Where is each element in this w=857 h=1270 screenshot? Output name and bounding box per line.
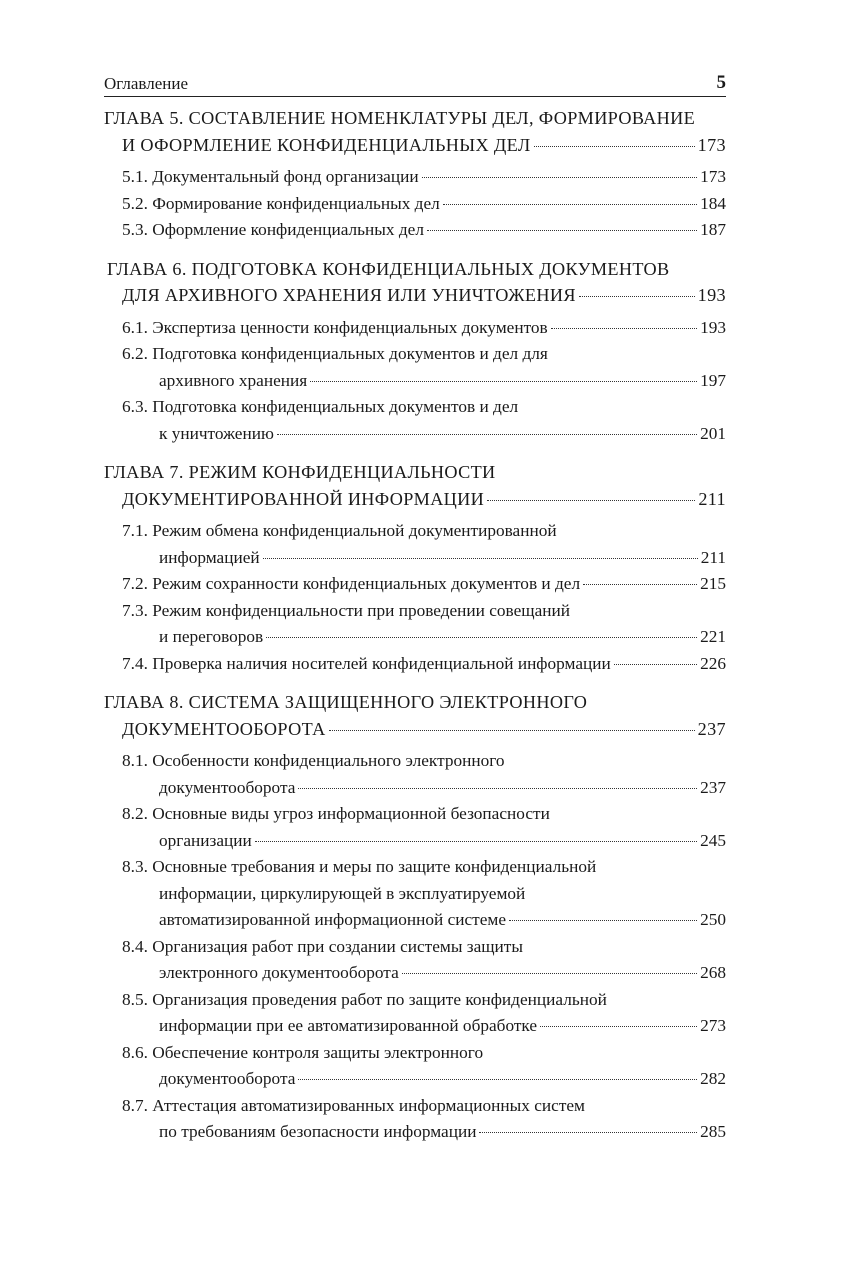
- toc-entry-8-5: 8.5. Организация проведения работ по защите конфиденциальной информации при ее автоматизированной обработке 273: [122, 989, 726, 1035]
- chapter-8-sections: [104, 748, 726, 1146]
- chapter-8-page: 237: [697, 718, 726, 739]
- dot-leader: [579, 296, 695, 297]
- chapter-7-title-line2: ДОКУМЕНТИРОВАННОЙ ИНФОРМАЦИИ: [122, 488, 485, 509]
- toc-entry-6-1: 6.1. Экспертиза ценности конфиденциальных документов 193: [122, 317, 726, 337]
- chapter-8: [104, 689, 726, 742]
- toc-entry-5-3: 5.3. Оформление конфиденциальных дел 187: [122, 220, 726, 239]
- chapter-6: [104, 256, 726, 309]
- dot-leader: [487, 500, 695, 501]
- toc-entry-5-2: 5.2. Формирование конфиденциальных дел 184: [122, 193, 726, 213]
- chapter-7-page: 211: [698, 488, 726, 509]
- toc-entry-8-4: 8.4. Организация работ при создании системы защиты электронного документооборота 268: [122, 936, 726, 982]
- chapter-7: [104, 459, 726, 512]
- toc-entry-6-3: 6.3. Подготовка конфиденциальных документов и дел к уничтожению 201: [122, 397, 726, 443]
- chapter-8-title-line2: ДОКУМЕНТООБОРОТА: [122, 718, 326, 739]
- chapter-6-page: 193: [697, 285, 726, 305]
- chapter-5: [104, 105, 726, 158]
- toc-entry-7-4: 7.4. Проверка наличия носителей конфиденциальной информации 226: [122, 653, 726, 673]
- header-title: Оглавление: [104, 74, 188, 93]
- chapter-7-sections: [104, 518, 726, 677]
- chapter-6-sections: [104, 315, 726, 448]
- dot-leader: [534, 146, 695, 147]
- chapter-5-page: 173: [697, 134, 726, 155]
- page-number: 5: [716, 72, 726, 93]
- chapter-6-title-line1: ГЛАВА 6. ПОДГОТОВКА КОНФИДЕНЦИАЛЬНЫХ ДОКУМЕНТОВ: [107, 258, 670, 279]
- toc-entry-7-3: 7.3. Режим конфиденциальности при проведении совещаний и переговоров 221: [122, 600, 726, 646]
- toc-entry-8-1: 8.1. Особенности конфиденциального электронного документооборота 237: [122, 751, 726, 797]
- chapter-5-title-line1: ГЛАВА 5. СОСТАВЛЕНИЕ НОМЕНКЛАТУРЫ ДЕЛ, ФОРМИРОВАНИЕ: [104, 108, 696, 128]
- toc-page: [104, 70, 726, 1146]
- chapter-8-title-line1: ГЛАВА 8. СИСТЕМА ЗАЩИЩЕННОГО ЭЛЕКТРОННОГО: [104, 692, 588, 712]
- toc-entry-8-3: 8.3. Основные требования и меры по защите конфиденциальной информации, циркулирующей в эксплуатируемой автоматизированной информационной системе 250: [122, 857, 726, 929]
- running-header: [104, 70, 726, 97]
- dot-leader: [329, 730, 695, 731]
- chapter-6-title-line2: ДЛЯ АРХИВНОГО ХРАНЕНИЯ ИЛИ УНИЧТОЖЕНИЯ: [122, 285, 576, 305]
- table-of-contents: [104, 105, 726, 1146]
- toc-entry-6-2: 6.2. Подготовка конфиденциальных документов и дел для архивного хранения 197: [122, 344, 726, 390]
- toc-entry-8-6: 8.6. Обеспечение контроля защиты электронного документооборота 282: [122, 1042, 726, 1088]
- chapter-5-sections: [104, 164, 726, 244]
- toc-entry-8-2: 8.2. Основные виды угроз информационной безопасности организации 245: [122, 804, 726, 850]
- toc-entry-5-1: 5.1. Документальный фонд организации 173: [122, 167, 726, 186]
- chapter-7-title-line1: ГЛАВА 7. РЕЖИМ КОНФИДЕНЦИАЛЬНОСТИ: [104, 462, 496, 482]
- toc-entry-8-7: 8.7. Аттестация автоматизированных информационных систем по требованиям безопасности информации 285: [122, 1095, 726, 1141]
- chapter-5-title-line2: И ОФОРМЛЕНИЕ КОНФИДЕНЦИАЛЬНЫХ ДЕЛ: [122, 134, 531, 155]
- toc-entry-7-2: 7.2. Режим сохранности конфиденциальных документов и дел 215: [122, 574, 726, 593]
- toc-entry-7-1: 7.1. Режим обмена конфиденциальной документированной информацией 211: [122, 521, 726, 567]
